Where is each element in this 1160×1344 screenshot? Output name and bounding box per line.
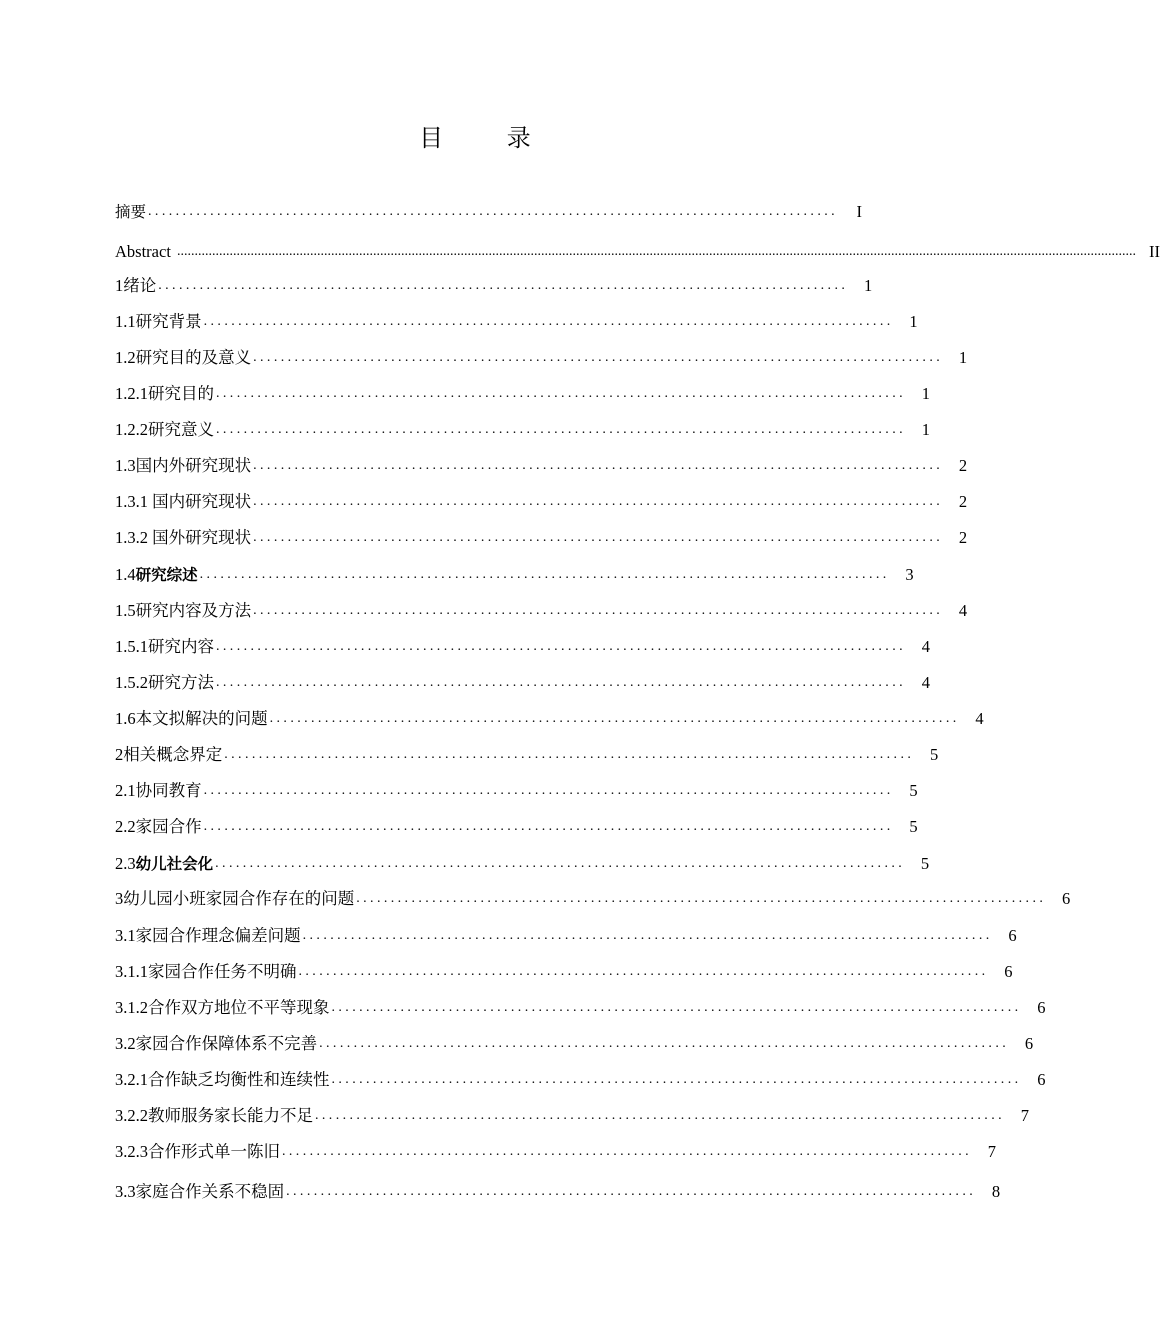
toc-entry-label: 协同教育 (135, 781, 202, 800)
toc-entry[interactable] (115, 956, 1013, 984)
toc-entry[interactable] (115, 342, 968, 370)
toc-entry-page: 2 (958, 456, 968, 475)
toc-entry-number: 1.5.1 (115, 637, 148, 656)
toc-entry[interactable] (115, 270, 873, 298)
toc-entry-page: 6 (1008, 926, 1017, 945)
toc-entry-page: 5 (909, 817, 918, 836)
toc-entry-page: 7 (987, 1142, 996, 1161)
toc-entry-page: 6 (1037, 1070, 1046, 1089)
toc-entry-page: 1 (921, 384, 930, 403)
dot-leader: .................................................................................................... (203, 819, 894, 834)
dot-leader: .................................................................................................................................................................................................................................................................................. (177, 244, 1137, 259)
toc-entry[interactable] (115, 1100, 1029, 1128)
toc-entry-page: 4 (921, 673, 930, 692)
toc-entry-page: 8 (991, 1182, 1001, 1201)
toc-entry-page: 1 (864, 276, 873, 295)
toc-entry[interactable] (115, 631, 930, 659)
dot-leader: .................................................................................................... (253, 494, 944, 509)
toc-entry-number: 2 (115, 745, 124, 764)
toc-entry-number: 1.3 (115, 456, 136, 475)
toc-entry-label: Abstract (115, 242, 176, 261)
dot-leader: .................................................................................................... (148, 204, 839, 219)
toc-entry-label: 研究内容 (148, 637, 214, 656)
toc-entry-label: 国外研究现状 (148, 528, 252, 547)
dot-leader: .................................................................................................... (331, 1072, 1022, 1087)
dot-leader: .................................................................................................... (253, 530, 944, 545)
dot-leader: .................................................................................................... (158, 278, 849, 293)
toc-entry-page: 4 (975, 709, 984, 728)
toc-entry-number: 1.3.1 (115, 492, 148, 511)
toc-entry-page: 2 (958, 492, 968, 511)
toc-entry[interactable] (115, 883, 1071, 911)
toc-entry-number: 1.2.2 (115, 420, 148, 439)
toc-entry-number: 1.4 (115, 565, 136, 584)
toc-entry-label: 幼儿社会化 (135, 855, 214, 873)
toc-entry-number: 2.2 (115, 817, 136, 836)
toc-entry[interactable] (115, 992, 1046, 1020)
toc-entry-label: 国内外研究现状 (135, 456, 252, 475)
dot-leader: .................................................................................................... (253, 603, 944, 618)
toc-entry[interactable] (115, 811, 918, 839)
toc-entry[interactable] (115, 414, 930, 442)
toc-entry-page: 7 (1020, 1106, 1029, 1125)
toc-entry-number: 3.3 (115, 1182, 136, 1201)
toc-entry[interactable] (115, 486, 968, 514)
toc-entry-label: 国内研究现状 (148, 492, 252, 511)
toc-entry[interactable] (115, 775, 918, 803)
dot-leader: .................................................................................................... (319, 1036, 1010, 1051)
toc-entry[interactable] (115, 450, 968, 478)
toc-entry-label: 摘要 (115, 203, 147, 221)
toc-entry-label: 合作双方地位不平等现象 (148, 998, 330, 1017)
toc-entry-number: 1.6 (115, 709, 136, 728)
toc-entry-label: 研究意义 (148, 420, 214, 439)
toc-entry-number: 2.1 (115, 781, 136, 800)
toc-entry-number: 1.5 (115, 601, 136, 620)
toc-entry-label: 教师服务家长能力不足 (148, 1106, 313, 1125)
toc-entry-page: 6 (1004, 962, 1013, 981)
toc-entry-number: 2.3 (115, 854, 136, 873)
toc-entry-number: 3.2 (115, 1034, 136, 1053)
toc-entry-label: 研究背景 (135, 312, 202, 331)
toc-entry[interactable] (115, 378, 930, 406)
toc-entry[interactable] (115, 559, 914, 587)
toc-entry-page: 5 (930, 745, 939, 764)
toc-entry-number: 3.1.2 (115, 998, 148, 1017)
toc-entry-number: 1.2 (115, 348, 136, 367)
toc-entry-page: 6 (1062, 889, 1071, 908)
toc-entry-label: 相关概念界定 (123, 745, 223, 764)
toc-entry[interactable] (115, 848, 930, 876)
dot-leader: .................................................................................................... (216, 422, 906, 437)
dot-leader: .................................................................................................... (203, 783, 894, 798)
toc-entry-label: 家园合作理念偏差问题 (135, 926, 301, 945)
toc-entry[interactable] (115, 1028, 1034, 1056)
toc-entry-number: 3.1.1 (115, 962, 148, 981)
toc-entry-label: 家园合作保障体系不完善 (135, 1034, 318, 1053)
dot-leader: .................................................................................................... (356, 891, 1047, 906)
dot-leader: .................................................................................................... (302, 928, 993, 943)
toc-entry[interactable] (115, 1136, 996, 1164)
toc-entry-page: 5 (920, 854, 930, 873)
toc-entry-number: 1.3.2 (115, 528, 148, 547)
toc-entry-label: 本文拟解决的问题 (135, 709, 268, 728)
toc-entry[interactable] (115, 920, 1017, 948)
dot-leader: .................................................................................................... (203, 314, 894, 329)
dot-leader: .................................................................................................... (331, 1000, 1022, 1015)
toc-entry-page: 1 (958, 348, 968, 367)
dot-leader: .................................................................................................... (286, 1184, 977, 1199)
toc-entry-page: 4 (921, 637, 930, 656)
dot-leader: .................................................................................................... (269, 711, 960, 726)
toc-entry-label: 绪论 (123, 276, 157, 295)
toc-entry-label: 家园合作任务不明确 (148, 962, 297, 981)
toc-entry-page: 6 (1024, 1034, 1034, 1053)
dot-leader: .................................................................................................... (216, 639, 906, 654)
toc-entry-label: 合作缺乏均衡性和连续性 (148, 1070, 330, 1089)
toc-entry-label: 合作形式单一陈旧 (148, 1142, 280, 1161)
toc-entry-label: 家庭合作关系不稳固 (135, 1182, 285, 1201)
toc-entry-number: 1.1 (115, 312, 136, 331)
toc-entry-label: 研究内容及方法 (135, 601, 252, 620)
toc-entry[interactable] (115, 703, 984, 731)
dot-leader: .................................................................................................... (216, 675, 906, 690)
toc-entry-number: 1.5.2 (115, 673, 148, 692)
dot-leader: .................................................................................................... (315, 1108, 1005, 1123)
toc-entry-page: II (1149, 242, 1160, 261)
toc-entry-label: 研究方法 (148, 673, 214, 692)
toc-entry-page: 6 (1037, 998, 1046, 1017)
toc-entry-number: 1.2.1 (115, 384, 148, 403)
dot-leader: .................................................................................................... (253, 350, 944, 365)
toc-entry-number: 3 (115, 889, 124, 908)
toc-entry-page: I (856, 202, 863, 221)
toc-entry[interactable] (115, 667, 930, 695)
toc-entry[interactable] (115, 306, 918, 334)
toc-entry-label: 研究综述 (135, 566, 198, 584)
dot-leader: .................................................................................................... (199, 567, 890, 582)
dot-leader: .................................................................................................... (282, 1144, 972, 1159)
toc-entry-number: 3.1 (115, 926, 136, 945)
page-title: 目 录 (419, 124, 559, 152)
toc-entry-page: 1 (909, 312, 918, 331)
toc-entry-page: 3 (905, 565, 914, 584)
toc-entry[interactable] (115, 522, 968, 550)
toc-entry[interactable] (115, 236, 1160, 264)
toc-entry-number: 3.2.2 (115, 1106, 148, 1125)
toc-entry[interactable] (115, 196, 863, 224)
toc-entry-page: 2 (958, 528, 968, 547)
dot-leader: .................................................................................................... (215, 856, 906, 871)
toc-entry[interactable] (115, 1064, 1046, 1092)
toc-entry[interactable] (115, 595, 968, 623)
toc-entry-number: 3.2.1 (115, 1070, 148, 1089)
toc-entry[interactable] (115, 1176, 1001, 1204)
dot-leader: .................................................................................................... (224, 747, 915, 762)
toc-entry-label: 研究目的及意义 (135, 348, 252, 367)
dot-leader: .................................................................................................... (216, 386, 906, 401)
toc-entry-number: 3.2.3 (115, 1142, 148, 1161)
toc-entry-label: 研究目的 (148, 384, 214, 403)
toc-entry-label: 幼儿园小班家园合作存在的问题 (123, 889, 355, 908)
toc-entry-number: 1 (115, 276, 124, 295)
toc-entry-page: 1 (921, 420, 930, 439)
dot-leader: .................................................................................................... (298, 964, 989, 979)
toc-entry-label: 家园合作 (135, 817, 202, 836)
toc-entry[interactable] (115, 739, 939, 767)
dot-leader: .................................................................................................... (253, 458, 944, 473)
toc-entry-page: 5 (909, 781, 918, 800)
toc-entry-page: 4 (958, 601, 968, 620)
